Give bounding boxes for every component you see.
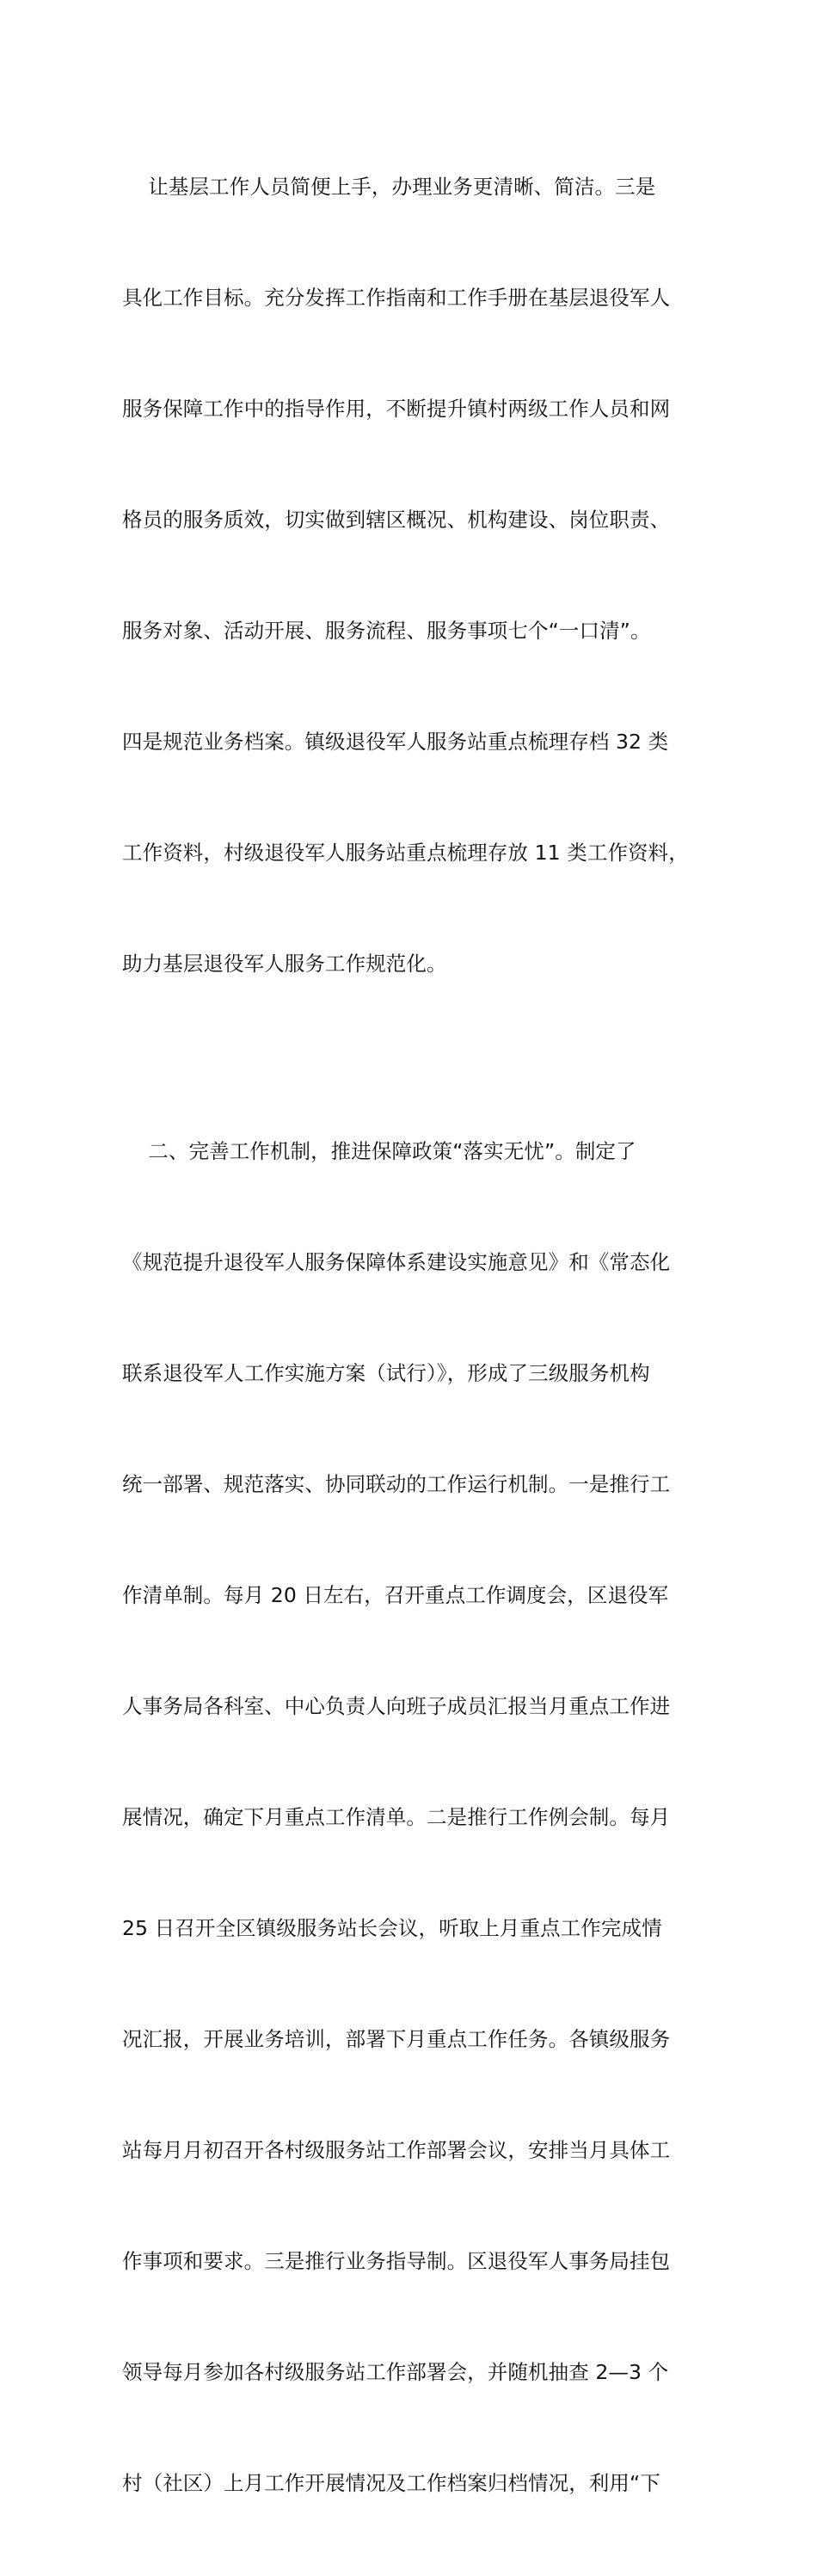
text-line: 展情况，确定下月重点工作清单。二是推行工作例会制。每月 xyxy=(122,1805,671,1829)
text-line: 服务对象、活动开展、服务流程、服务事项七个“一口清”。 xyxy=(122,619,651,643)
paragraph-2 xyxy=(122,1059,724,2576)
document-body xyxy=(122,95,724,2576)
text-line: 四是规范业务档案。镇级退役军人服务站重点梳理存档 32 类 xyxy=(122,730,669,754)
text-line: 作事项和要求。三是推行业务指导制。区退役军人事务局挂包 xyxy=(122,2249,671,2273)
text-line: 况汇报，开展业务培训，部署下月重点工作任务。各镇级服务 xyxy=(122,2027,671,2051)
text-line: 服务保障工作中的指导作用，不断提升镇村两级工作人员和网 xyxy=(122,397,671,421)
text-line: 人事务局各科室、中心负责人向班子成员汇报当月重点工作进 xyxy=(122,1694,671,1718)
text-line: 25 日召开全区镇级服务站长会议，听取上月重点工作完成情 xyxy=(122,1916,662,1940)
text-line: 《规范提升退役军人服务保障体系建设实施意见》和《常态化 xyxy=(122,1250,671,1274)
text-line: 工作资料，村级退役军人服务站重点梳理存放 11 类工作资料， xyxy=(122,841,689,865)
text-line: 村（社区）上月工作开展情况及工作档案归档情况，利用“下 xyxy=(122,2471,660,2495)
paragraph-1 xyxy=(122,95,724,1057)
text-line: 格员的服务质效，切实做到辖区概况、机构建设、岗位职责、 xyxy=(122,508,671,532)
text-line: 统一部署、规范落实、协同联动的工作运行机制。一是推行工 xyxy=(122,1472,671,1496)
text-line: 领导每月参加各村级服务站工作部署会，并随机抽查 2—3 个 xyxy=(122,2360,669,2384)
text-line: 联系退役军人工作实施方案（试行）》，形成了三级服务机构 xyxy=(122,1361,650,1385)
text-line: 助力基层退役军人服务工作规范化。 xyxy=(122,952,447,976)
text-line: 具化工作目标。充分发挥工作指南和工作手册在基层退役军人 xyxy=(122,286,671,310)
text-line: 二、完善工作机制，推进保障政策“落实无忧”。制定了 xyxy=(122,1139,636,1163)
text-line: 站每月月初召开各村级服务站工作部署会议，安排当月具体工 xyxy=(122,2138,671,2162)
text-line: 让基层工作人员简便上手，办理业务更清晰、简洁。三是 xyxy=(122,175,656,199)
text-line: 作清单制。每月 20 日左右，召开重点工作调度会，区退役军 xyxy=(122,1583,669,1607)
